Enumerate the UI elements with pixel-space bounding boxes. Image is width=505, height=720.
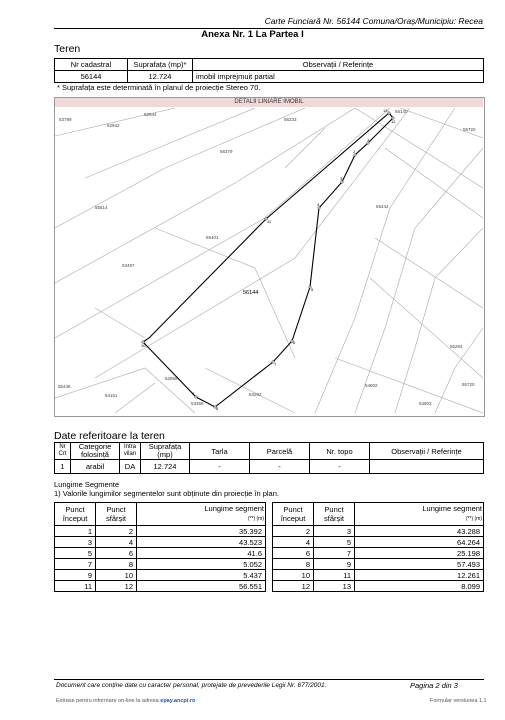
th-suprafata: Suprafața (mp) — [141, 443, 190, 460]
cell-suprafata: 12.724 — [128, 71, 193, 83]
svg-text:4: 4 — [317, 202, 320, 207]
th-intravilan: Intra vilan — [120, 443, 141, 460]
svg-text:53356: 53356 — [191, 401, 204, 406]
cell-punct-sfarsit: 11 — [314, 570, 355, 581]
cell-punct-sfarsit: 9 — [314, 559, 355, 570]
svg-text:56379: 56379 — [220, 149, 233, 154]
svg-text:9: 9 — [192, 391, 195, 396]
svg-text:53497: 53497 — [122, 263, 135, 268]
footer-version: Formular versiunea 1.1 — [430, 698, 487, 704]
th-parcela: Parcelă — [250, 443, 310, 460]
extras-prefix: Extrase pentru informare on-line la adresa — [56, 698, 159, 704]
cell-categorie: arabil — [71, 460, 120, 474]
cell-punct-sfarsit: 7 — [314, 548, 355, 559]
th-suprafata: Suprafața (mp)* — [128, 59, 193, 71]
cell-nr-crt: 1 — [55, 460, 71, 474]
svg-text:56233: 56233 — [284, 117, 297, 122]
svg-text:3: 3 — [340, 176, 343, 181]
svg-text:8: 8 — [216, 406, 219, 411]
svg-text:55401: 55401 — [206, 235, 219, 240]
svg-text:52944: 52944 — [144, 112, 157, 117]
cadastral-map — [55, 108, 483, 414]
cell-punct-sfarsit: 3 — [314, 526, 355, 537]
teren-title: Teren — [54, 43, 81, 55]
cell-punct-sfarsit: 4 — [96, 537, 137, 548]
cell-punct-inceput: 6 — [273, 548, 314, 559]
th-tarla: Tarla — [190, 443, 250, 460]
cell-nr-cadastral: 56144 — [55, 71, 128, 83]
th-lungime: Lungime segment (**) (m) — [137, 503, 266, 526]
svg-text:54151: 54151 — [105, 393, 118, 398]
svg-text:54603: 54603 — [419, 401, 432, 406]
th-punct-sfarsit: Punct sfârșit — [314, 503, 355, 526]
cell-parcela: - — [250, 460, 310, 474]
cell-lungime: 35.392 — [137, 526, 266, 537]
header-cf-line: Carte Funciară Nr. 56144 Comuna/Oraș/Municipiu: Recea — [264, 16, 483, 26]
th-nr-topo: Nr. topo — [310, 443, 370, 460]
segmente-left-body — [55, 526, 266, 592]
svg-text:2: 2 — [353, 149, 356, 154]
parcel-boundary — [143, 113, 393, 407]
segmente-table-left — [54, 502, 266, 592]
neighbor-labels — [58, 109, 476, 406]
segment-row — [273, 570, 484, 581]
cell-lungime: 5.052 — [137, 559, 266, 570]
svg-text:55445: 55445 — [58, 384, 71, 389]
cell-suprafata: 12.724 — [141, 460, 190, 474]
th-categorie: Categorie folosință — [71, 443, 120, 460]
segment-row — [55, 548, 266, 559]
svg-text:7: 7 — [274, 362, 277, 367]
cell-punct-inceput: 8 — [273, 559, 314, 570]
cell-lungime: 25.198 — [355, 548, 484, 559]
svg-text:53799: 53799 — [59, 117, 72, 122]
epay-link[interactable]: epay.ancpi.ro — [160, 698, 196, 704]
svg-text:12: 12 — [391, 119, 396, 124]
cell-observatii: imobil imprejmuit partial — [193, 71, 484, 83]
cell-punct-inceput: 1 — [55, 526, 96, 537]
map-title: DETALII LINIARE IMOBIL — [55, 98, 483, 107]
cell-punct-sfarsit: 12 — [96, 581, 137, 592]
segment-row — [273, 526, 484, 537]
svg-text:11: 11 — [267, 219, 272, 224]
cell-intravilan: DA — [120, 460, 141, 474]
svg-text:56294: 56294 — [450, 344, 463, 349]
svg-text:6: 6 — [293, 340, 296, 345]
svg-text:5: 5 — [311, 287, 314, 292]
footer-divider — [54, 679, 484, 680]
svg-text:53292: 53292 — [249, 392, 262, 397]
segmente-table-right — [272, 502, 484, 592]
teren-note: * Suprafața este determinată în planul de proiecție Stereo 70. — [57, 83, 261, 92]
segmente-subtitle: 1) Valorile lungimilor segmentelor sunt obținute din proiecție în plan. — [54, 489, 279, 498]
svg-text:56140: 56140 — [395, 109, 408, 114]
cell-punct-sfarsit: 2 — [96, 526, 137, 537]
svg-text:52942: 52942 — [107, 123, 120, 128]
svg-text:55720: 55720 — [462, 382, 475, 387]
teren-table — [54, 58, 484, 83]
cell-punct-inceput: 12 — [273, 581, 314, 592]
segment-row — [55, 581, 266, 592]
cell-lungime: 56.551 — [137, 581, 266, 592]
th-observatii: Observații / Referințe — [370, 443, 484, 460]
cell-punct-sfarsit: 8 — [96, 559, 137, 570]
cell-lungime: 64.264 — [355, 537, 484, 548]
parcel-label: 56144 — [243, 290, 259, 296]
svg-text:52868: 52868 — [165, 376, 178, 381]
cell-punct-sfarsit: 10 — [96, 570, 137, 581]
segmente-right-body — [273, 526, 484, 592]
cell-lungime: 43.523 — [137, 537, 266, 548]
referitoare-table — [54, 442, 484, 474]
anexa-title: Anexa Nr. 1 La Partea I — [201, 29, 304, 40]
segment-row — [55, 559, 266, 570]
cell-punct-sfarsit: 13 — [314, 581, 355, 592]
th-punct-inceput: Punct început — [273, 503, 314, 526]
cell-punct-sfarsit: 6 — [96, 548, 137, 559]
segment-row — [55, 526, 266, 537]
cell-lungime: 8.099 — [355, 581, 484, 592]
segment-row — [273, 537, 484, 548]
th-lungime: Lungime segment (**) (m) — [355, 503, 484, 526]
th-nr-cadastral: Nr cadastral — [55, 59, 128, 71]
segment-row — [55, 570, 266, 581]
cell-lungime: 43.288 — [355, 526, 484, 537]
footer-disclaimer: Document care conține date cu caracter personal, protejate de prevederile Legii Nr. 677/2001. — [56, 682, 327, 689]
svg-text:1: 1 — [367, 137, 370, 142]
cell-lungime: 41.6 — [137, 548, 266, 559]
cell-punct-inceput: 3 — [55, 537, 96, 548]
svg-text:55442: 55442 — [376, 204, 389, 209]
svg-text:55720: 55720 — [463, 127, 476, 132]
cell-punct-inceput: 10 — [273, 570, 314, 581]
svg-text:13: 13 — [383, 108, 388, 113]
th-observatii: Observații / Referințe — [193, 59, 484, 71]
svg-text:54602: 54602 — [365, 383, 378, 388]
th-punct-inceput: Punct început — [55, 503, 96, 526]
th-nr-crt: Nr Crt — [55, 443, 71, 460]
vertex-markers — [142, 112, 394, 408]
cell-tarla: - — [190, 460, 250, 474]
footer-extras — [56, 698, 195, 704]
segment-row — [55, 537, 266, 548]
referitoare-title: Date referitoare la teren — [54, 430, 165, 442]
footer-page: Pagina 2 din 3 — [410, 681, 458, 690]
cell-lungime: 57.493 — [355, 559, 484, 570]
cell-lungime: 5.437 — [137, 570, 266, 581]
cell-observatii — [370, 460, 484, 474]
svg-text:55514: 55514 — [95, 205, 108, 210]
cell-punct-inceput: 11 — [55, 581, 96, 592]
neighbor-parcel-lines — [55, 108, 483, 413]
cell-punct-inceput: 9 — [55, 570, 96, 581]
segment-row — [273, 559, 484, 570]
cell-lungime: 12.261 — [355, 570, 484, 581]
cell-punct-inceput: 5 — [55, 548, 96, 559]
svg-text:10: 10 — [141, 343, 146, 348]
cell-punct-inceput: 2 — [273, 526, 314, 537]
cell-punct-sfarsit: 5 — [314, 537, 355, 548]
segment-row — [273, 581, 484, 592]
th-punct-sfarsit: Punct sfârșit — [96, 503, 137, 526]
cell-nr-topo: - — [310, 460, 370, 474]
cell-punct-inceput: 4 — [273, 537, 314, 548]
cell-punct-inceput: 7 — [55, 559, 96, 570]
segmente-title: Lungime Segmente — [54, 480, 120, 489]
segment-row — [273, 548, 484, 559]
